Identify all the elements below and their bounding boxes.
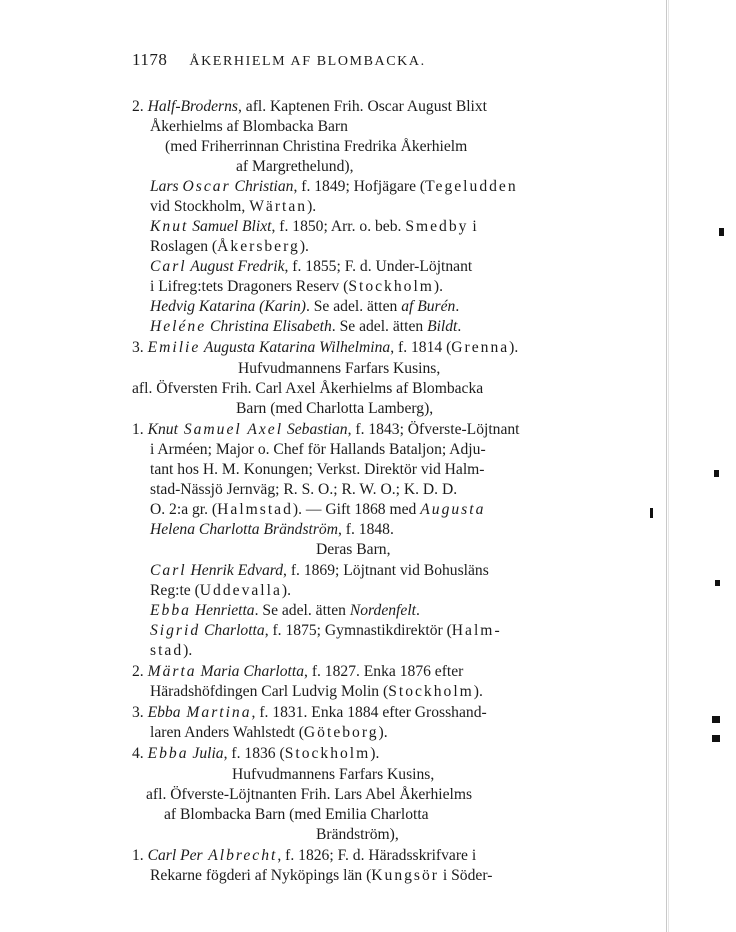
- text-segment: Tegeludden: [425, 178, 518, 195]
- text-line: [0, 561, 736, 581]
- text-line: [0, 641, 736, 661]
- text-segment: stad: [150, 642, 184, 659]
- text-segment: , f. 1850; Arr. o. beb.: [271, 218, 406, 235]
- text-segment: Knut: [150, 218, 189, 235]
- text-segment: O. 2:a gr. (: [150, 501, 218, 518]
- text-segment: , f. 1831. Enka 1884 efter Grosshand-: [251, 704, 487, 721]
- text-segment: ).: [183, 642, 193, 659]
- text-segment: (med Friherrinnan Christina Fredrika Åkerhielm: [165, 138, 468, 155]
- text-segment: ).: [509, 339, 519, 356]
- text-line: [0, 157, 736, 177]
- text-segment: Wärtan: [249, 198, 308, 215]
- text-segment: tant hos H. M. Konungen; Verkst. Direktör vid Halm-: [150, 461, 485, 478]
- text-line: [0, 177, 736, 197]
- text-segment: Hufvudmannens Farfars Kusins,: [238, 360, 441, 377]
- text-segment: .: [415, 602, 420, 619]
- text-segment: , f. 1848.: [338, 521, 394, 538]
- text-segment: i Söder-: [439, 867, 493, 884]
- text-segment: af Blombacka Barn (med Emilia Charlotta: [164, 806, 429, 823]
- text-segment: Martina: [180, 704, 252, 721]
- text-segment: Augusta Katarina Wilhelmina: [200, 339, 391, 356]
- text-segment: 2.: [132, 663, 148, 680]
- text-line: [0, 480, 736, 500]
- text-line: [0, 723, 736, 743]
- text-segment: Stockholm: [284, 745, 371, 762]
- text-segment: Halmstad: [217, 501, 293, 518]
- text-segment: Christina Elisabeth: [206, 318, 332, 335]
- text-line: [0, 460, 736, 480]
- text-segment: ).: [433, 278, 443, 295]
- text-segment: stad-Nässjö Jernväg; R. S. O.; R. W. O.; K. D. D.: [150, 481, 458, 498]
- text-line: [0, 420, 736, 440]
- text-line: [0, 805, 736, 825]
- text-line: [0, 257, 736, 277]
- text-segment: Hedvig Katarina (Karin): [150, 298, 306, 315]
- text-segment: Nordenfelt: [349, 602, 416, 619]
- text-segment: Reg:te (: [150, 582, 200, 599]
- text-segment: Oscar: [182, 178, 231, 195]
- text-segment: Carl: [147, 847, 177, 864]
- text-segment: 1.: [132, 847, 148, 864]
- text-segment: Stockholm: [388, 683, 474, 700]
- text-segment: ).: [307, 198, 317, 215]
- text-line: [0, 621, 736, 641]
- text-segment: Henrietta: [190, 602, 255, 619]
- text-segment: Bildt: [427, 318, 458, 335]
- text-segment: Kungsör: [371, 867, 439, 884]
- text-line: [0, 117, 736, 137]
- text-segment: af Burén: [401, 298, 456, 315]
- text-segment: 4.: [132, 745, 148, 762]
- text-segment: , f. 1869; Löjtnant vid Bohusläns: [283, 562, 489, 579]
- text-segment: Carl: [150, 562, 187, 579]
- text-segment: Grenna: [451, 339, 510, 356]
- text-segment: Åkersberg: [217, 238, 300, 255]
- text-segment: . Se adel. ätten: [305, 298, 402, 315]
- text-segment: Helena Charlotta Brändström: [150, 521, 338, 538]
- text-line: [0, 825, 736, 845]
- text-segment: 1.: [132, 421, 148, 438]
- text-segment: ).: [281, 582, 291, 599]
- text-line: [0, 277, 736, 297]
- text-segment: Christian: [230, 178, 294, 195]
- text-segment: , f. 1836 (: [223, 745, 285, 762]
- text-line: [0, 682, 736, 702]
- text-segment: , afl. Kaptenen Frih. Oscar August Blixt: [237, 98, 488, 115]
- text-segment: i Arméen; Major o. Chef för Hallands Bataljon; Adju-: [150, 441, 486, 458]
- text-line: [0, 217, 736, 237]
- text-segment: Henrik Edvard: [186, 562, 284, 579]
- text-segment: Stockholm: [348, 278, 434, 295]
- text-segment: , f. 1843; Öfverste-Löjtnant: [347, 421, 520, 438]
- text-segment: Roslagen (: [150, 238, 218, 255]
- text-segment: ). — Gift 1868 med: [292, 501, 421, 518]
- text-segment: Brändström),: [316, 826, 399, 843]
- text-line: [0, 520, 736, 540]
- text-segment: Charlotta: [200, 622, 265, 639]
- text-line: [0, 399, 736, 419]
- text-segment: , f. 1849; Hofjägare (: [293, 178, 426, 195]
- text-segment: ).: [370, 745, 380, 762]
- text-line: [0, 846, 736, 866]
- text-segment: Sebastian: [283, 421, 348, 438]
- text-line: [0, 866, 736, 886]
- text-segment: ).: [378, 724, 388, 741]
- text-segment: Smedby: [405, 218, 469, 235]
- text-segment: Julia: [188, 745, 224, 762]
- text-segment: ).: [299, 238, 309, 255]
- text-segment: laren Anders Wahlstedt (: [150, 724, 304, 741]
- text-segment: Per: [176, 847, 203, 864]
- text-segment: .: [455, 298, 460, 315]
- text-line: [0, 540, 736, 560]
- text-line: [0, 297, 736, 317]
- text-segment: Märta: [147, 663, 197, 680]
- text-segment: , f. 1855; F. d. Under-Löjtnant: [284, 258, 473, 275]
- text-segment: ).: [473, 683, 483, 700]
- text-segment: , f. 1826; F. d. Häradsskrifvare i: [277, 847, 477, 864]
- text-line: [0, 197, 736, 217]
- text-segment: af Margrethelund),: [236, 158, 354, 175]
- text-line: [0, 137, 736, 157]
- text-line: [0, 379, 736, 399]
- text-line: [0, 338, 736, 358]
- text-line: [0, 97, 736, 117]
- text-segment: Samuel Blixt: [188, 218, 272, 235]
- text-segment: Uddevalla: [199, 582, 282, 599]
- text-segment: Half-Broderns: [147, 98, 238, 115]
- running-title: ÅKERHIELM AF BLOMBACKA.: [189, 54, 426, 69]
- text-line: [0, 359, 736, 379]
- text-line: [0, 581, 736, 601]
- text-segment: Emilie: [147, 339, 201, 356]
- text-segment: 2.: [132, 98, 148, 115]
- text-segment: Samuel Axel: [177, 421, 284, 438]
- text-line: [0, 765, 736, 785]
- text-segment: 3.: [132, 339, 148, 356]
- text-segment: , f. 1814 (: [390, 339, 452, 356]
- text-segment: Halm-: [451, 622, 502, 639]
- text-line: [0, 662, 736, 682]
- text-segment: Lars: [150, 178, 183, 195]
- text-line: [0, 703, 736, 723]
- text-segment: . Se adel. ätten: [331, 318, 428, 335]
- text-segment: , f. 1827. Enka 1876 efter: [304, 663, 464, 680]
- text-line: [0, 601, 736, 621]
- text-segment: afl. Öfversten Frih. Carl Axel Åkerhielms af Blombacka: [132, 380, 484, 397]
- text-line: [0, 237, 736, 257]
- text-segment: Sigrid: [150, 622, 201, 639]
- text-segment: Ebba: [150, 602, 191, 619]
- text-segment: afl. Öfverste-Löjtnanten Frih. Lars Abel Åkerhielms: [146, 786, 473, 803]
- text-segment: August Fredrik: [186, 258, 285, 275]
- text-segment: . Se adel. ätten: [254, 602, 350, 619]
- text-segment: Albrecht: [202, 847, 278, 864]
- text-segment: Ebba: [147, 704, 181, 721]
- text-segment: Häradshöfdingen Carl Ludvig Molin (: [150, 683, 389, 700]
- text-segment: Göteborg: [303, 724, 379, 741]
- text-segment: , f. 1875; Gymnastikdirektör (: [264, 622, 452, 639]
- text-segment: Augusta: [420, 501, 486, 518]
- text-segment: Knut: [147, 421, 178, 438]
- text-line: [0, 500, 736, 520]
- page-number: 1178: [132, 50, 168, 69]
- text-segment: Åkerhielms af Blombacka Barn: [150, 118, 348, 135]
- text-segment: Carl: [150, 258, 187, 275]
- text-line: [0, 785, 736, 805]
- text-segment: Maria Charlotta: [196, 663, 305, 680]
- text-segment: vid Stockholm,: [150, 198, 250, 215]
- text-segment: Hufvudmannens Farfars Kusins,: [232, 766, 435, 783]
- text-segment: .: [457, 318, 462, 335]
- page-header: [132, 50, 426, 70]
- text-segment: Barn (med Charlotta Lamberg),: [236, 400, 434, 417]
- text-segment: Rekarne fögderi af Nyköpings län (: [150, 867, 372, 884]
- text-segment: i: [468, 218, 477, 235]
- text-line: [0, 440, 736, 460]
- text-line: [0, 744, 736, 764]
- text-line: [0, 317, 736, 337]
- text-segment: Heléne: [150, 318, 207, 335]
- text-segment: Ebba: [147, 745, 189, 762]
- text-segment: 3.: [132, 704, 148, 721]
- text-segment: i Lifreg:tets Dragoners Reserv (: [150, 278, 349, 295]
- text-segment: Deras Barn,: [316, 541, 391, 558]
